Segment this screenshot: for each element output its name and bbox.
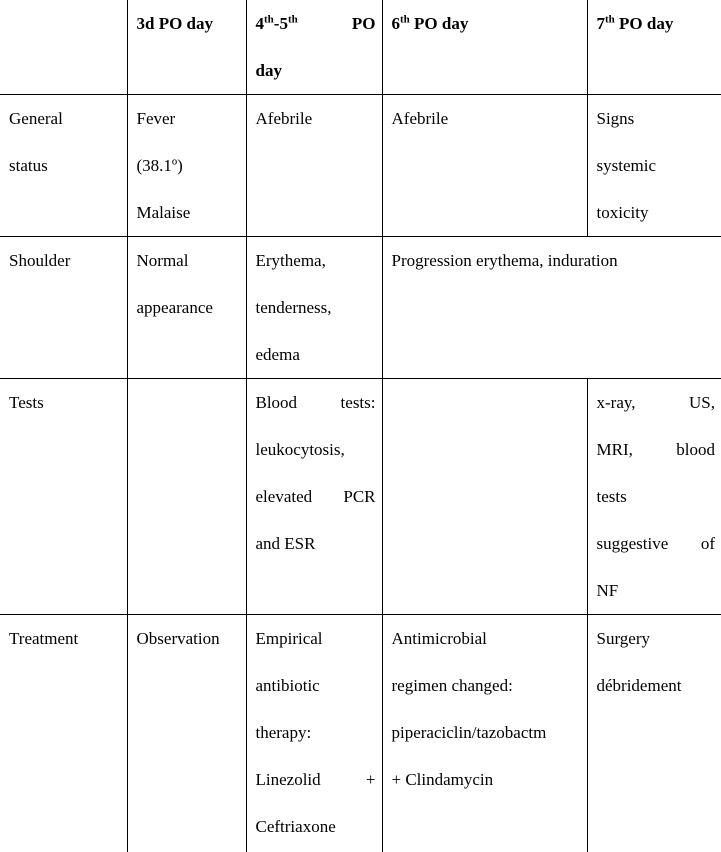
header-6th-po-day: 6th PO day xyxy=(382,0,587,95)
cell-treatment-day6: Antimicrobial regimen changed: piperaciclin/tazobactm + Clindamycin xyxy=(382,615,587,852)
row-label-general-status: General status xyxy=(0,95,127,237)
cell-general-day45: Afebrile xyxy=(246,95,382,237)
cell-shoulder-day45: Erythema, tenderness, edema xyxy=(246,237,382,379)
cell-general-day3: Fever (38.1º) Malaise xyxy=(127,95,246,237)
table-row-treatment xyxy=(0,615,721,852)
table-row-general-status xyxy=(0,95,721,237)
cell-treatment-day7: Surgery débridement xyxy=(587,615,721,852)
cell-tests-day45: Blood tests: leukocytosis, elevated PCR and ESR xyxy=(246,379,382,615)
cell-general-day6: Afebrile xyxy=(382,95,587,237)
table-header-row xyxy=(0,0,721,95)
cell-tests-day7: x-ray, US, MRI, blood tests suggestive of NF xyxy=(587,379,721,615)
cell-shoulder-day6-7: Progression erythema, induration xyxy=(382,237,721,379)
row-label-tests: Tests xyxy=(0,379,127,615)
header-3d-po-day: 3d PO day xyxy=(127,0,246,95)
row-label-shoulder: Shoulder xyxy=(0,237,127,379)
table-row-tests xyxy=(0,379,721,615)
cell-general-day7: Signs systemic toxicity xyxy=(587,95,721,237)
cell-treatment-day45: Empirical antibiotic therapy: Linezolid + Ceftriaxone xyxy=(246,615,382,852)
row-label-treatment: Treatment xyxy=(0,615,127,852)
cell-shoulder-day3: Normal appearance xyxy=(127,237,246,379)
cell-treatment-day3: Observation xyxy=(127,615,246,852)
cell-tests-day3 xyxy=(127,379,246,615)
header-7th-po-day: 7th PO day xyxy=(587,0,721,95)
cell-tests-day6 xyxy=(382,379,587,615)
header-blank-cell xyxy=(0,0,127,95)
header-4th-5th-po-day: 4th-5th PO day xyxy=(246,0,382,95)
table-row-shoulder xyxy=(0,237,721,379)
